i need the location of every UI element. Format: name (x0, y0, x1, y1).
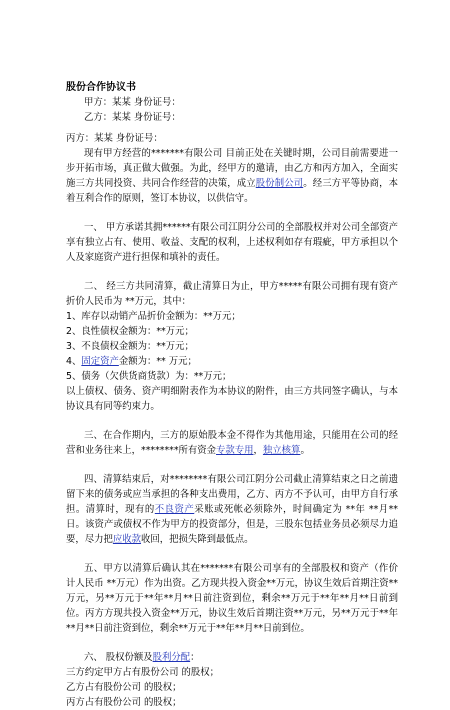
clause-6 (66, 650, 398, 665)
share-line: 丙方占有股份公司 的股权； (66, 697, 182, 708)
receivables-link[interactable]: 应收款 (112, 534, 142, 545)
clause-3-end: 。 (300, 445, 310, 456)
intro-paragraph (66, 146, 398, 206)
document-title: 股份合作协议书 (66, 82, 136, 93)
list-item: 3、不良债权金额为：**万元； (66, 341, 194, 352)
clause-6-end: ： (190, 652, 200, 663)
clause-2: 二、 经三方共同清算，截止清算日为止，甲方*****有限公司拥有现有资产折价人民币为 **万元，其中： (66, 281, 398, 307)
fixed-assets-link[interactable]: 固定资产 (81, 356, 119, 367)
list-item: 5、债务（欠供货商货款）为：**万元； (66, 371, 232, 382)
clause-3-text: 三、在合作期内，三方的原始股本金不得作为其他用途，只能用在公司的经营和业务往来上，********所有资金 (66, 430, 398, 456)
clause-5: 五、甲方以清算后确认其在*******有限公司享有的全部股权和资产（作价计人民币 **万元）作为出资。乙方现共投入资金**万元，协议生效后首期注资**万元，另**万元于**年**月**日前注资到位，剩余**万元于**年**月**日前到位。丙方方现共投入资金**万元，协议生效后首期注资**万元，另**万元于**年**月**日前注资到位，剩余**万元于**年**月**日前到位。 (66, 563, 398, 634)
list-item: 1、库存以动销产品折价金额为：**万元； (66, 311, 241, 322)
item-4-text: 金额为：** 万元； (118, 356, 197, 367)
list-item: 2、良性债权金额为：**万元； (66, 326, 194, 337)
independent-accounting-link[interactable]: 独立核算 (262, 445, 301, 456)
dividend-link[interactable]: 股利分配 (152, 652, 191, 663)
special-funds-link[interactable]: 专款专用 (216, 445, 254, 456)
clause-4-text-mid: 采账或死帐必须除外，时间确定为 **年 **月** 日。该资产或债权不作为甲方的投资部分，但是，三股东包括业务员必须尽力追要，尽力把 (66, 504, 398, 545)
bad-assets-link[interactable]: 不良资产 (154, 504, 195, 515)
clause-3-sep: ， (253, 445, 263, 456)
intro-text: 现有甲方经营的*******有限公司 目前正处在关键时期，公司目前需要进一步开拓市场，真正做大做强。为此，经甲方的邀请，由乙方和丙方加入，全面实施三方共同投资、共同合作经营的决策，成立 (66, 148, 398, 189)
item-4-number: 4、 (66, 356, 82, 367)
share-line: 乙方占有股份公司 的股权； (66, 682, 182, 693)
party-c-line: 丙方：某某 身份证号： (66, 133, 163, 144)
intro-text-end: 。经三方平等协商，本着互利合作的原则，签订本协议，以供信守。 (66, 178, 398, 204)
party-b-line: 乙方：某某 身份证号： (84, 112, 181, 123)
share-line: 三方约定甲方占有股份公司 的股权； (66, 667, 219, 678)
clause-4 (66, 472, 398, 547)
clause-4-text: 四、清算结束后，对********有限公司江阴分公司截止清算结束之日之前遗留下来的债务或应当承担的各种支出费用，乙方、丙方不予认可，由甲方自行承担。清算时，现有的 (66, 474, 398, 515)
list-item-4 (66, 354, 398, 369)
clause-4-end: 收回，把损失降到最低点。 (141, 534, 254, 545)
clause-2-end: 以上债权、债务、资产明细附表作为本协议的附件，由三方共同签字确认，与本协议具有同等约束力。 (66, 386, 398, 412)
clause-6-text: 六、 股权份额及 (84, 652, 153, 663)
clause-1: 一、 甲方承诺其拥******有限公司江阴分公司的全部股权并对公司全部资产享有独立占有、使用、收益、支配的权利，上述权利如存有瑕疵，甲方承担以个人及家庭资产进行担保和填补的责任。 (66, 222, 398, 263)
intro-link[interactable]: 股份制公司 (255, 178, 304, 189)
party-a-line: 甲方：某某 身份证号： (84, 97, 181, 108)
clause-3 (66, 428, 398, 458)
